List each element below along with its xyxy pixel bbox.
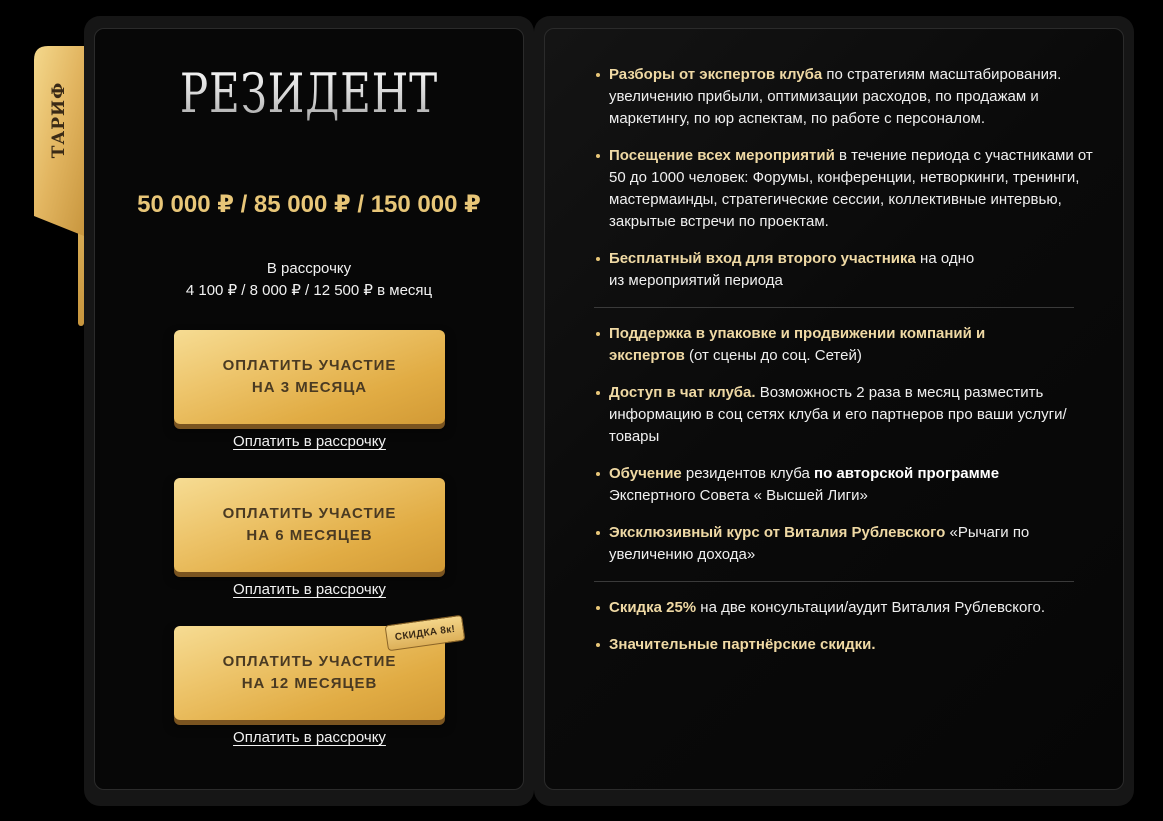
pay-button-label: ОПЛАТИТЬ УЧАСТИЕ НА 3 МЕСЯЦА [222, 357, 397, 396]
benefit-item: Поддержка в упаковке и продвижении компаний и экспертов (от сцены до соц. Сетей) [594, 323, 1104, 367]
benefit-item: Скидка 25% на две консультации/аудит Виталия Рублевского. [594, 597, 1104, 619]
installment-link-6-months[interactable]: Оплатить в рассрочку [233, 581, 386, 598]
benefit-item: Разборы от экспертов клуба по стратегиям масштабирования. увеличению прибыли, оптимизации расходов, по продажам и маркетингу, по юр аспектам, по работе с персоналом. [594, 64, 1104, 130]
divider [594, 581, 1074, 582]
discount-badge: СКИДКА 8к! [385, 615, 466, 652]
benefit-item: Значительные партнёрские скидки. [594, 634, 1104, 656]
pay-button-label: ОПЛАТИТЬ УЧАСТИЕ НА 12 МЕСЯЦЕВ [222, 653, 397, 692]
installment-prices: 4 100 ₽ / 8 000 ₽ / 12 500 ₽ в месяц [185, 282, 433, 299]
tariff-tab-label: ТАРИФ [49, 81, 70, 159]
benefit-item: Бесплатный вход для второго участника на одно из мероприятий периода [594, 248, 1104, 292]
pay-button-label: ОПЛАТИТЬ УЧАСТИЕ НА 6 МЕСЯЦЕВ [222, 505, 397, 544]
pay-6-months-button[interactable] [174, 478, 445, 572]
benefit-item: Доступ в чат клуба. Возможность 2 раза в месяц разместить информацию в соц сетях клуба и его партнеров про ваши услуги/товары [594, 382, 1104, 448]
installment-label: В рассрочку [266, 260, 352, 277]
divider [594, 307, 1074, 308]
installment-link-12-months[interactable]: Оплатить в рассрочку [233, 729, 386, 746]
pay-3-months-button[interactable] [174, 330, 445, 424]
plan-title: РЕЗИДЕНТ [141, 62, 476, 125]
benefit-item: Посещение всех мероприятий в течение периода с участниками от 50 до 1000 человек: Форумы, конференции, нетворкинги, тренинги, мастермаинды, стратегические сессии, коллективные интервью, закрытые встречи по проектам. [594, 145, 1104, 233]
benefits-list [594, 64, 1104, 671]
plan-prices: 50 000 ₽ / 85 000 ₽ / 150 000 ₽ [137, 191, 481, 218]
benefit-item: Обучение резидентов клуба по авторской программе Экспертного Совета « Высшей Лиги» [594, 463, 1104, 507]
installment-info [94, 258, 524, 302]
installment-link-3-months[interactable]: Оплатить в рассрочку [233, 433, 386, 450]
benefit-item: Эксклюзивный курс от Виталия Рублевского «Рычаги по увеличению дохода» [594, 522, 1104, 566]
